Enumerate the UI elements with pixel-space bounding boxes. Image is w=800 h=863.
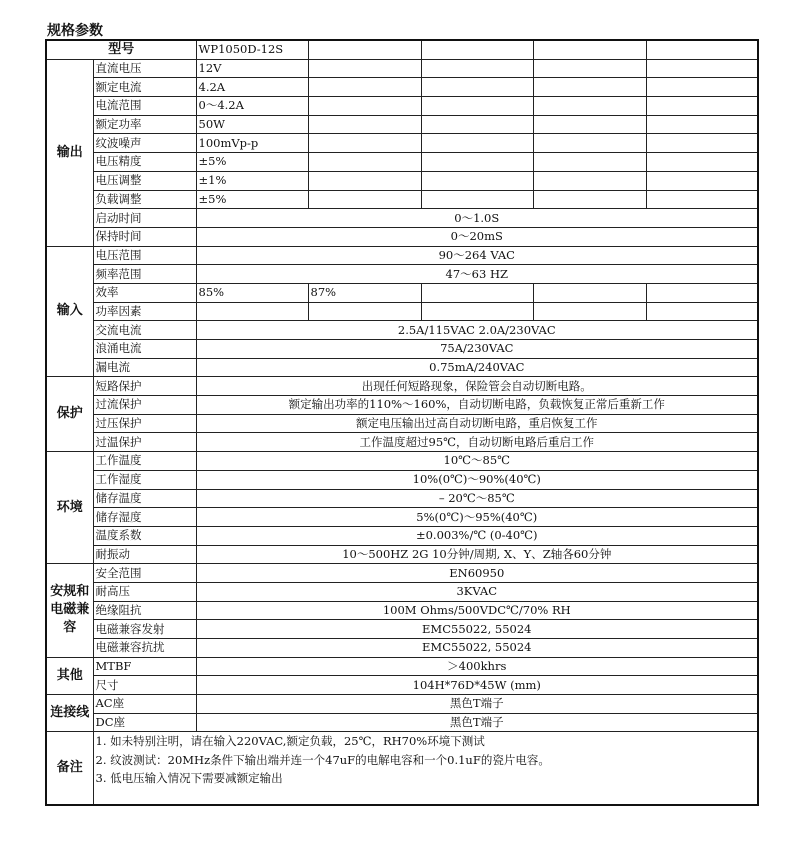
model-cell bbox=[308, 40, 421, 59]
param-value: 50W bbox=[196, 115, 308, 134]
param-label: 电压精度 bbox=[93, 153, 196, 172]
param-value bbox=[421, 283, 533, 302]
param-value: 104H*76D*45W (mm) bbox=[196, 676, 758, 695]
param-value bbox=[646, 97, 758, 116]
model-cell: WP1050D-12S bbox=[196, 40, 308, 59]
param-value bbox=[533, 134, 646, 153]
note-line: 2. 纹波测试：20MHz条件下输出端并连一个47uF的电解电容和一个0.1uF的瓷片电容。 bbox=[95, 752, 550, 767]
table-row bbox=[46, 414, 758, 433]
param-label: 漏电流 bbox=[93, 358, 196, 377]
param-label: 过流保护 bbox=[93, 396, 196, 415]
table-row bbox=[46, 639, 758, 658]
table-row bbox=[46, 134, 758, 153]
table-row bbox=[46, 526, 758, 545]
table-row bbox=[46, 283, 758, 302]
model-cell bbox=[646, 40, 758, 59]
section-title: 规格参数 bbox=[47, 23, 103, 39]
param-value: 额定输出功率的110%～160%，自动切断电路，负载恢复正常后重新工作 bbox=[196, 396, 758, 415]
param-label: 耐振动 bbox=[93, 545, 196, 564]
param-label: 电磁兼容发射 bbox=[93, 620, 196, 639]
param-label: 过温保护 bbox=[93, 433, 196, 452]
group-label: 环境 bbox=[46, 452, 93, 564]
param-value bbox=[421, 97, 533, 116]
group-label: 其他 bbox=[46, 657, 93, 694]
param-label: 纹波噪声 bbox=[93, 134, 196, 153]
param-value bbox=[533, 78, 646, 97]
group-label: 连接线 bbox=[46, 695, 93, 732]
table-row bbox=[46, 190, 758, 209]
param-label: 启动时间 bbox=[93, 209, 196, 228]
param-label: 尺寸 bbox=[93, 676, 196, 695]
param-value bbox=[421, 302, 533, 321]
param-label: 工作温度 bbox=[93, 452, 196, 471]
table-row bbox=[46, 433, 758, 452]
param-value bbox=[533, 115, 646, 134]
note-line: 3. 低电压输入情况下需要减额定输出 bbox=[95, 771, 283, 786]
table-row bbox=[46, 377, 758, 396]
param-value bbox=[646, 115, 758, 134]
param-value: 100M Ohms/500VDC℃/70% RH bbox=[196, 601, 758, 620]
param-value bbox=[308, 59, 421, 78]
table-row bbox=[46, 601, 758, 620]
header-row bbox=[46, 40, 758, 59]
table-row bbox=[46, 321, 758, 340]
table-row bbox=[46, 265, 758, 284]
param-value bbox=[308, 171, 421, 190]
param-label: MTBF bbox=[93, 657, 196, 676]
param-value: 黑色T端子 bbox=[196, 713, 758, 732]
param-value bbox=[421, 171, 533, 190]
param-value bbox=[533, 97, 646, 116]
table-row bbox=[46, 209, 758, 228]
table-row bbox=[46, 452, 758, 471]
table-row bbox=[46, 582, 758, 601]
param-value: 12V bbox=[196, 59, 308, 78]
param-value: 10%(0℃)～90%(40℃) bbox=[196, 470, 758, 489]
param-value bbox=[421, 153, 533, 172]
note-line: 1. 如未特别注明，请在输入220VAC,额定负载，25℃，RH70%环境下测试 bbox=[95, 734, 485, 749]
param-value: 工作温度超过95℃，自动切断电路后重启工作 bbox=[196, 433, 758, 452]
param-value bbox=[421, 134, 533, 153]
param-value bbox=[308, 190, 421, 209]
param-value bbox=[308, 302, 421, 321]
table-row bbox=[46, 115, 758, 134]
model-cell bbox=[421, 40, 533, 59]
param-label: 浪涌电流 bbox=[93, 340, 196, 359]
param-label: 直流电压 bbox=[93, 59, 196, 78]
notes-content bbox=[93, 732, 758, 806]
param-value: 0～1.0S bbox=[196, 209, 758, 228]
param-value: 出现任何短路现象，保险管会自动切断电路。 bbox=[196, 377, 758, 396]
param-value bbox=[533, 59, 646, 78]
param-value: 85% bbox=[196, 283, 308, 302]
param-value: 0.75mA/240VAC bbox=[196, 358, 758, 377]
param-label: 电流范围 bbox=[93, 97, 196, 116]
table-row bbox=[46, 695, 758, 714]
param-value bbox=[308, 134, 421, 153]
param-value: 额定电压输出过高自动切断电路，重启恢复工作 bbox=[196, 414, 758, 433]
table-row bbox=[46, 470, 758, 489]
model-label: 型号 bbox=[46, 40, 196, 59]
param-value bbox=[421, 78, 533, 97]
param-value bbox=[196, 302, 308, 321]
table-row bbox=[46, 545, 758, 564]
param-value: 90～264 VAC bbox=[196, 246, 758, 265]
param-value: 2.5A/115VAC 2.0A/230VAC bbox=[196, 321, 758, 340]
param-value: 0～20mS bbox=[196, 227, 758, 246]
table-row bbox=[46, 713, 758, 732]
table-row bbox=[46, 78, 758, 97]
param-value bbox=[533, 302, 646, 321]
param-value: 4.2A bbox=[196, 78, 308, 97]
param-value: 87% bbox=[308, 283, 421, 302]
spec-table bbox=[45, 39, 759, 806]
table-row bbox=[46, 620, 758, 639]
param-value: EMC55022, 55024 bbox=[196, 639, 758, 658]
param-value: 10～500HZ 2G 10分钟/周期, X、Y、Z轴各60分钟 bbox=[196, 545, 758, 564]
param-value bbox=[646, 190, 758, 209]
param-label: 安全范围 bbox=[93, 564, 196, 583]
group-label: 安规和电磁兼容 bbox=[46, 564, 93, 657]
param-value bbox=[308, 115, 421, 134]
param-value bbox=[533, 283, 646, 302]
param-label: 频率范围 bbox=[93, 265, 196, 284]
param-value bbox=[646, 171, 758, 190]
param-label: 温度系数 bbox=[93, 526, 196, 545]
param-label: 效率 bbox=[93, 283, 196, 302]
group-label: 保护 bbox=[46, 377, 93, 452]
group-label: 输入 bbox=[46, 246, 93, 377]
model-cell bbox=[533, 40, 646, 59]
param-value bbox=[533, 153, 646, 172]
table-row bbox=[46, 489, 758, 508]
param-label: 电磁兼容抗扰 bbox=[93, 639, 196, 658]
param-value bbox=[533, 190, 646, 209]
table-row bbox=[46, 676, 758, 695]
param-label: 储存温度 bbox=[93, 489, 196, 508]
param-value: 黑色T端子 bbox=[196, 695, 758, 714]
param-value bbox=[646, 78, 758, 97]
param-value: EMC55022, 55024 bbox=[196, 620, 758, 639]
param-label: 交流电流 bbox=[93, 321, 196, 340]
param-value: 3KVAC bbox=[196, 582, 758, 601]
table-row bbox=[46, 153, 758, 172]
notes-row bbox=[46, 732, 758, 806]
param-value bbox=[646, 283, 758, 302]
param-value: 100mVp-p bbox=[196, 134, 308, 153]
param-value bbox=[533, 171, 646, 190]
param-value bbox=[646, 302, 758, 321]
table-row bbox=[46, 564, 758, 583]
param-value: ±5% bbox=[196, 190, 308, 209]
table-row bbox=[46, 358, 758, 377]
param-label: 过压保护 bbox=[93, 414, 196, 433]
param-value bbox=[421, 115, 533, 134]
param-value: ±0.003%/℃ (0-40℃) bbox=[196, 526, 758, 545]
param-value: 75A/230VAC bbox=[196, 340, 758, 359]
param-value: 47～63 HZ bbox=[196, 265, 758, 284]
table-row bbox=[46, 246, 758, 265]
param-value: 10℃～85℃ bbox=[196, 452, 758, 471]
param-value: ±1% bbox=[196, 171, 308, 190]
table-row bbox=[46, 59, 758, 78]
param-label: 额定功率 bbox=[93, 115, 196, 134]
param-label: 绝缘阻抗 bbox=[93, 601, 196, 620]
param-label: 功率因素 bbox=[93, 302, 196, 321]
param-value: ±5% bbox=[196, 153, 308, 172]
param-value bbox=[308, 153, 421, 172]
notes-label: 备注 bbox=[46, 732, 93, 806]
table-row bbox=[46, 657, 758, 676]
param-value bbox=[646, 153, 758, 172]
param-value bbox=[646, 134, 758, 153]
param-label: DC座 bbox=[93, 713, 196, 732]
param-value bbox=[421, 190, 533, 209]
table-row bbox=[46, 171, 758, 190]
table-row bbox=[46, 227, 758, 246]
param-value: EN60950 bbox=[196, 564, 758, 583]
table-row bbox=[46, 340, 758, 359]
param-value bbox=[646, 59, 758, 78]
param-label: 额定电流 bbox=[93, 78, 196, 97]
group-label: 输出 bbox=[46, 59, 93, 246]
param-value: – 20℃～85℃ bbox=[196, 489, 758, 508]
table-row bbox=[46, 302, 758, 321]
table-row bbox=[46, 508, 758, 527]
param-label: 储存湿度 bbox=[93, 508, 196, 527]
param-label: 短路保护 bbox=[93, 377, 196, 396]
param-value bbox=[421, 59, 533, 78]
param-label: 负载调整 bbox=[93, 190, 196, 209]
param-value bbox=[308, 97, 421, 116]
param-label: AC座 bbox=[93, 695, 196, 714]
table-row bbox=[46, 396, 758, 415]
param-value bbox=[308, 78, 421, 97]
param-label: 保持时间 bbox=[93, 227, 196, 246]
param-value: ＞400khrs bbox=[196, 657, 758, 676]
param-label: 电压范围 bbox=[93, 246, 196, 265]
param-label: 耐高压 bbox=[93, 582, 196, 601]
param-label: 工作湿度 bbox=[93, 470, 196, 489]
param-value: 5%(0℃)～95%(40℃) bbox=[196, 508, 758, 527]
param-value: 0～4.2A bbox=[196, 97, 308, 116]
param-label: 电压调整 bbox=[93, 171, 196, 190]
table-row bbox=[46, 97, 758, 116]
